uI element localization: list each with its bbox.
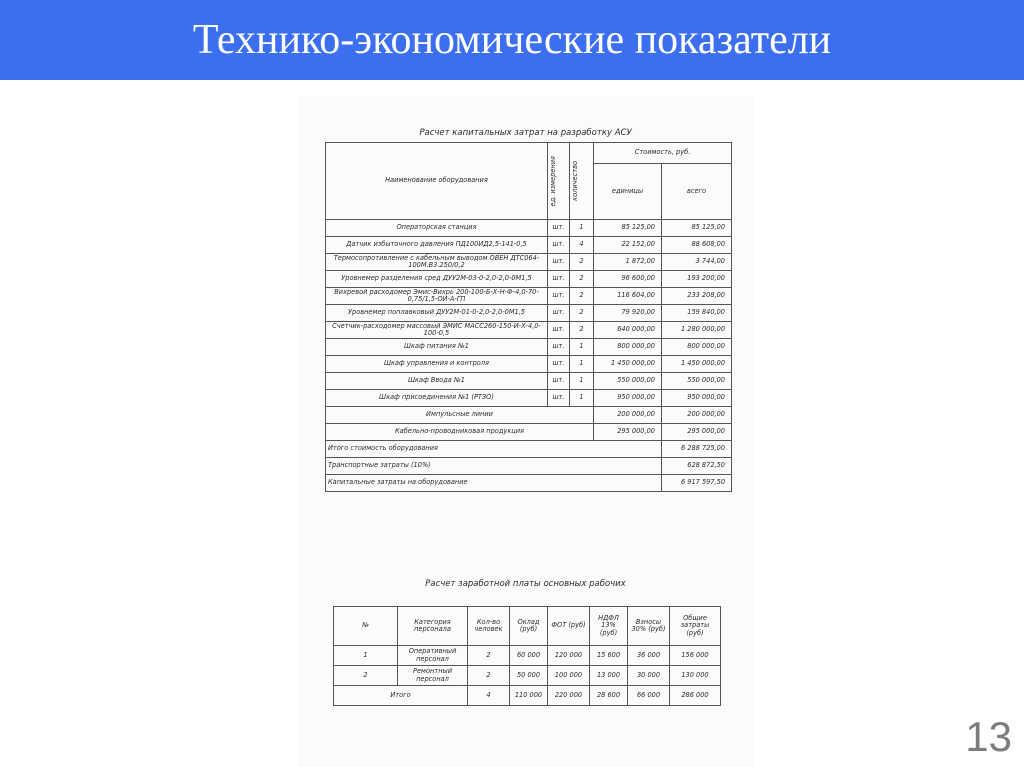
salary-cell: 30 000 xyxy=(628,666,670,686)
salary-caption: Расчет заработной платы основных рабочих xyxy=(425,579,626,589)
equipment-name-cell: Термосопротивление с кабельным выводом ОВЕН ДТС064-100М.В3.250/0,2 xyxy=(326,254,548,271)
total-cell: 1 450 000,00 xyxy=(662,356,732,373)
equipment-name-cell: Шкаф Ввода №1 xyxy=(326,373,548,390)
unit-price-cell: 1 872,00 xyxy=(594,254,662,271)
unit-price-cell: 295 000,00 xyxy=(594,424,662,441)
summary-row xyxy=(326,475,732,492)
salary-cell: 2 xyxy=(334,666,398,686)
equipment-name-cell: Датчик избыточного давления ПД100ИД2,5-141-0,5 xyxy=(326,237,548,254)
column-header-total: всего xyxy=(662,164,732,220)
total-row xyxy=(334,686,721,706)
column-header: Кол-во человек xyxy=(468,607,510,646)
column-header: Категория персонала xyxy=(398,607,468,646)
salary-cell: 50 000 xyxy=(510,666,548,686)
table-row xyxy=(326,339,732,356)
unit-cell: шт. xyxy=(548,254,570,271)
salary-cell: 13 000 xyxy=(590,666,628,686)
summary-row xyxy=(326,441,732,458)
total-value-cell: 4 xyxy=(468,686,510,706)
salary-cell: Ремонтный персонал xyxy=(398,666,468,686)
table-row xyxy=(326,288,732,305)
quantity-cell: 2 xyxy=(570,322,594,339)
table-row xyxy=(326,407,732,424)
summary-value-cell: 628 872,50 xyxy=(662,458,732,475)
unit-cell: шт. xyxy=(548,339,570,356)
salary-cell: 156 000 xyxy=(670,646,721,666)
quantity-cell: 2 xyxy=(570,254,594,271)
unit-price-cell: 640 000,00 xyxy=(594,322,662,339)
salary-cell: 120 000 xyxy=(548,646,590,666)
equipment-name-cell: Кабельно-проводниковая продукция xyxy=(326,424,594,441)
column-header: ФОТ (руб) xyxy=(548,607,590,646)
equipment-name-cell: Шкаф питания №1 xyxy=(326,339,548,356)
scanned-document xyxy=(297,96,754,767)
total-cell: 200 000,00 xyxy=(662,407,732,424)
salary-cell: Оперативный персонал xyxy=(398,646,468,666)
table-row xyxy=(326,271,732,288)
quantity-cell: 4 xyxy=(570,237,594,254)
total-value-cell: 286 000 xyxy=(670,686,721,706)
total-value-cell: 28 600 xyxy=(590,686,628,706)
salary-cell: 36 000 xyxy=(628,646,670,666)
column-header-name: Наименование оборудования xyxy=(326,143,548,220)
summary-value-cell: 6 917 597,50 xyxy=(662,475,732,492)
quantity-cell: 2 xyxy=(570,288,594,305)
summary-label-cell: Итого стоимость оборудования xyxy=(326,441,662,458)
equipment-name-cell: Счетчик-расходомер массовый ЭМИС МАСС260-150-И-Х-4,0-100-0,5 xyxy=(326,322,548,339)
total-value-cell: 66 000 xyxy=(628,686,670,706)
unit-price-cell: 96 600,00 xyxy=(594,271,662,288)
equipment-name-cell: Уровнемер поплавковый ДУУ2М-01-0-2,0-2,0-0М1,5 xyxy=(326,305,548,322)
unit-price-cell: 1 450 000,00 xyxy=(594,356,662,373)
unit-price-cell: 800 000,00 xyxy=(594,339,662,356)
equipment-name-cell: Импульсные линии xyxy=(326,407,594,424)
quantity-cell: 1 xyxy=(570,390,594,407)
column-header: Взносы 30% (руб) xyxy=(628,607,670,646)
unit-cell: шт. xyxy=(548,373,570,390)
equipment-name-cell: Шкаф присоединения №1 (РТЗО) xyxy=(326,390,548,407)
unit-cell: шт. xyxy=(548,390,570,407)
salary-table xyxy=(333,606,721,706)
table-header-row xyxy=(326,143,732,164)
table-row xyxy=(326,424,732,441)
unit-cell: шт. xyxy=(548,288,570,305)
column-header: НДФЛ 13% (руб) xyxy=(590,607,628,646)
column-header: Оклад (руб) xyxy=(510,607,548,646)
summary-value-cell: 6 288 725,00 xyxy=(662,441,732,458)
summary-row xyxy=(326,458,732,475)
total-label-cell: Итого xyxy=(334,686,468,706)
total-cell: 3 744,00 xyxy=(662,254,732,271)
total-cell: 233 208,00 xyxy=(662,288,732,305)
unit-cell: шт. xyxy=(548,220,570,237)
column-header: Общие затраты (руб) xyxy=(670,607,721,646)
salary-cell: 130 000 xyxy=(670,666,721,686)
total-cell: 550 000,00 xyxy=(662,373,732,390)
salary-cell: 15 600 xyxy=(590,646,628,666)
slide-number: 13 xyxy=(965,713,1012,760)
unit-cell: шт. xyxy=(548,305,570,322)
table-row xyxy=(326,237,732,254)
equipment-name-cell: Шкаф управления и контроля xyxy=(326,356,548,373)
unit-cell: шт. xyxy=(548,271,570,288)
unit-price-cell: 550 000,00 xyxy=(594,373,662,390)
unit-price-cell: 950 000,00 xyxy=(594,390,662,407)
unit-price-cell: 22 152,00 xyxy=(594,237,662,254)
total-value-cell: 110 000 xyxy=(510,686,548,706)
summary-label-cell: Капитальные затраты на оборудование xyxy=(326,475,662,492)
column-header-unit-text: ед. измерения xyxy=(549,155,557,207)
column-header-qty-text: количество xyxy=(571,161,579,201)
unit-price-cell: 200 000,00 xyxy=(594,407,662,424)
quantity-cell: 1 xyxy=(570,220,594,237)
unit-cell: шт. xyxy=(548,356,570,373)
summary-label-cell: Транспортные затраты (10%) xyxy=(326,458,662,475)
equipment-name-cell: Операторская станция xyxy=(326,220,548,237)
table-row xyxy=(326,390,732,407)
total-cell: 1 280 000,00 xyxy=(662,322,732,339)
unit-price-cell: 85 125,00 xyxy=(594,220,662,237)
equipment-name-cell: Вихревой расходомер Эмис-Вихрь 200-100-Б-Х-Н-Ф-4,0-70-0,75/1,5-ОИ-А-ГП xyxy=(326,288,548,305)
salary-cell: 60 000 xyxy=(510,646,548,666)
column-header-unit xyxy=(548,143,570,220)
salary-cell: 1 xyxy=(334,646,398,666)
quantity-cell: 1 xyxy=(570,339,594,356)
table-header-row xyxy=(334,607,721,646)
table-row xyxy=(326,373,732,390)
equipment-name-cell: Уровнемер разделения сред ДУУ2М-03-0-2,0-2,0-0М1,5 xyxy=(326,271,548,288)
unit-price-cell: 79 920,00 xyxy=(594,305,662,322)
total-cell: 800 000,00 xyxy=(662,339,732,356)
capital-costs-caption: Расчет капитальных затрат на разработку АСУ xyxy=(419,128,632,138)
salary-cell: 100 000 xyxy=(548,666,590,686)
total-cell: 85 125,00 xyxy=(662,220,732,237)
title-bar xyxy=(0,0,1024,80)
unit-cell: шт. xyxy=(548,322,570,339)
total-cell: 88 608,00 xyxy=(662,237,732,254)
slide-title: Технико-экономические показатели xyxy=(192,17,832,63)
quantity-cell: 1 xyxy=(570,356,594,373)
column-header-qty xyxy=(570,143,594,220)
table-row xyxy=(334,646,721,666)
table-row xyxy=(326,322,732,339)
quantity-cell: 2 xyxy=(570,271,594,288)
table-row xyxy=(326,305,732,322)
quantity-cell: 1 xyxy=(570,373,594,390)
table-row xyxy=(334,666,721,686)
total-cell: 159 840,00 xyxy=(662,305,732,322)
unit-price-cell: 116 604,00 xyxy=(594,288,662,305)
column-header: № xyxy=(334,607,398,646)
column-header-unit-price: единицы xyxy=(594,164,662,220)
total-value-cell: 220 000 xyxy=(548,686,590,706)
quantity-cell: 2 xyxy=(570,305,594,322)
table-row xyxy=(326,254,732,271)
table-row xyxy=(326,356,732,373)
table-row xyxy=(326,220,732,237)
column-header-cost: Стоимость, руб. xyxy=(594,143,732,164)
total-cell: 295 000,00 xyxy=(662,424,732,441)
capital-costs-table xyxy=(325,142,732,492)
salary-cell: 2 xyxy=(468,646,510,666)
salary-cell: 2 xyxy=(468,666,510,686)
total-cell: 193 200,00 xyxy=(662,271,732,288)
unit-cell: шт. xyxy=(548,237,570,254)
total-cell: 950 000,00 xyxy=(662,390,732,407)
